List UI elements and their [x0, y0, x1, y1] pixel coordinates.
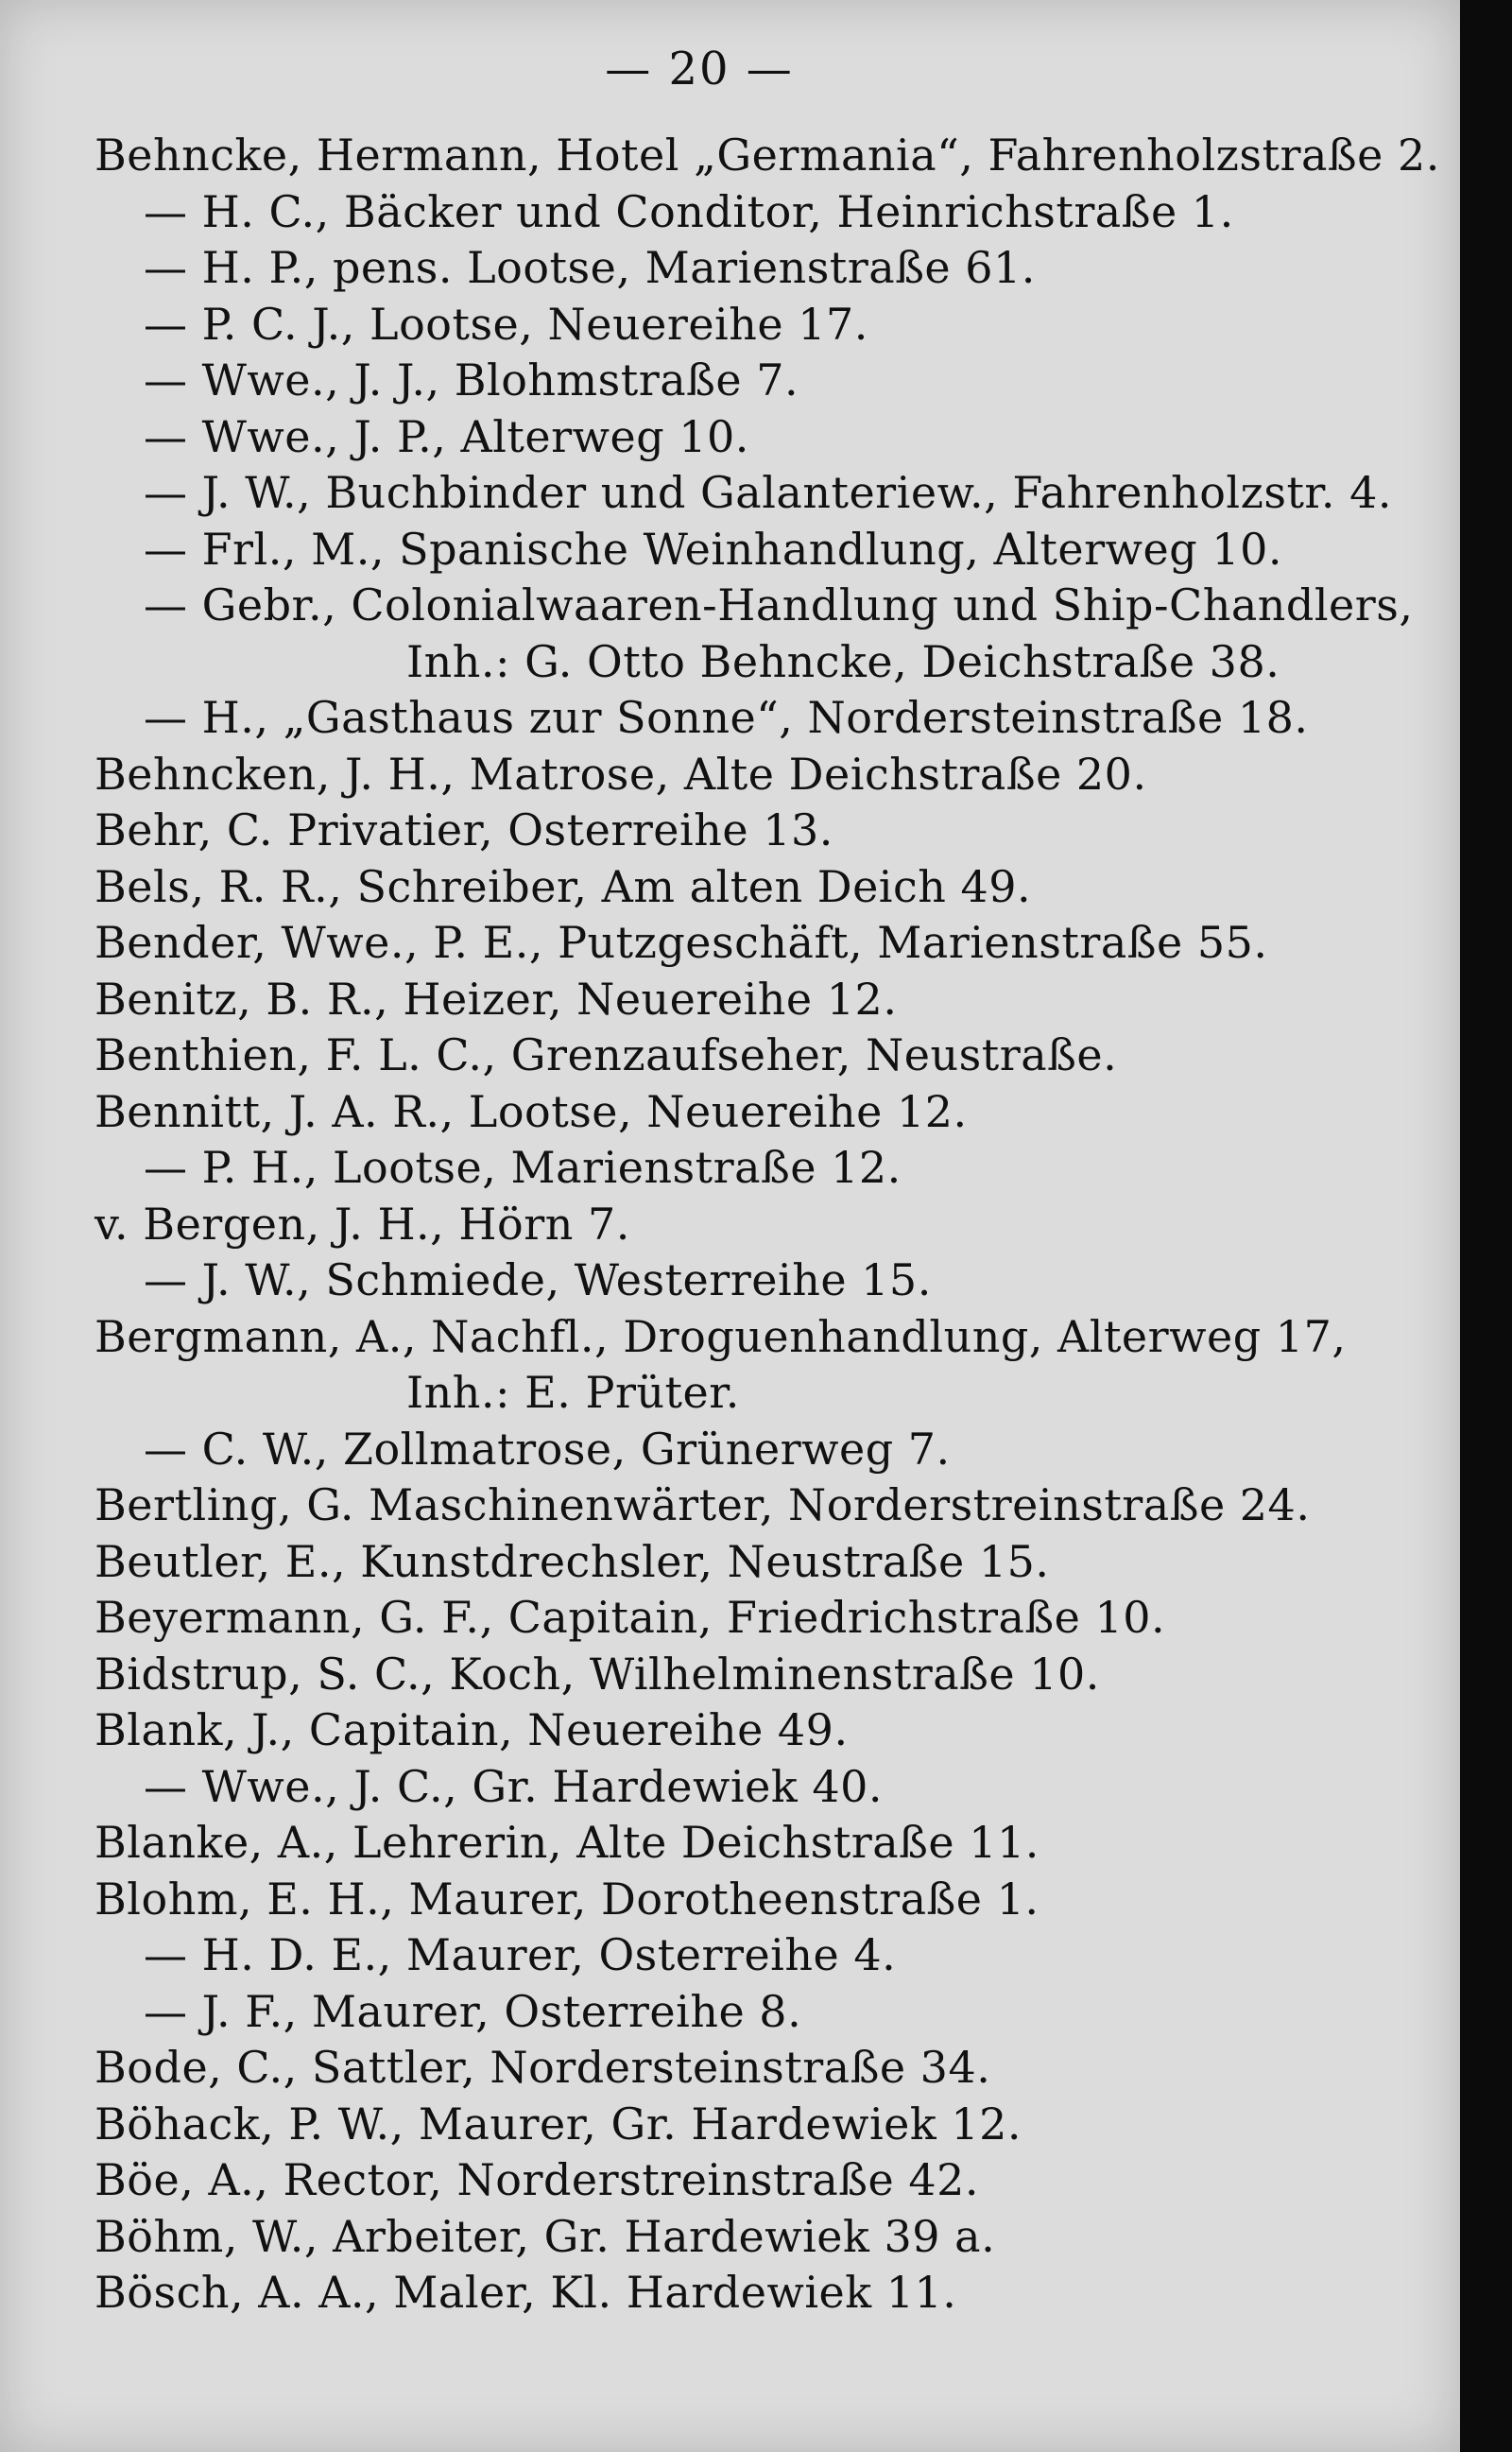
- directory-entry: Bergmann, A., Nachfl., Droguenhandlung, Alterweg 17,: [94, 1310, 1347, 1362]
- directory-entry-continuation: Inh.: E. Prüter.: [406, 1367, 740, 1418]
- directory-entry: Bender, Wwe., P. E., Putzgeschäft, Marienstraße 55.: [94, 917, 1268, 968]
- directory-entry: — J. W., Buchbinder und Galanteriew., Fahrenholzstr. 4.: [144, 467, 1393, 518]
- directory-entry: Bösch, A. A., Maler, Kl. Hardewiek 11.: [94, 2267, 957, 2318]
- directory-entry: — Frl., M., Spanische Weinhandlung, Alterweg 10.: [144, 523, 1282, 575]
- directory-entry: Bidstrup, S. C., Koch, Wilhelminenstraße 10.: [94, 1648, 1100, 1700]
- directory-entry: — H. P., pens. Lootse, Marienstraße 61.: [144, 242, 1036, 293]
- page-number: — 20 —: [605, 43, 794, 95]
- directory-entry: — Wwe., J. C., Gr. Hardewiek 40.: [144, 1760, 883, 1812]
- directory-entry: — P. C. J., Lootse, Neuereihe 17.: [144, 298, 868, 350]
- directory-entry: Böhm, W., Arbeiter, Gr. Hardewiek 39 a.: [94, 2210, 996, 2262]
- directory-entry: Böe, A., Rector, Norderstreinstraße 42.: [94, 2154, 979, 2205]
- directory-entry-continuation: Inh.: G. Otto Behncke, Deichstraße 38.: [406, 635, 1280, 687]
- directory-entry: — J. F., Maurer, Osterreihe 8.: [144, 1985, 802, 2037]
- directory-entry-list: [94, 128, 1440, 2322]
- directory-entry: Behr, C. Privatier, Osterreihe 13.: [94, 804, 833, 855]
- directory-entry: — Wwe., J. P., Alterweg 10.: [144, 410, 749, 462]
- directory-entry: Böhack, P. W., Maurer, Gr. Hardewiek 12.: [94, 2098, 1022, 2150]
- directory-entry: Behncken, J. H., Matrose, Alte Deichstraße 20.: [94, 748, 1147, 800]
- directory-entry: Blank, J., Capitain, Neuereihe 49.: [94, 1704, 849, 1755]
- directory-entry: v. Bergen, J. H., Hörn 7.: [94, 1198, 630, 1250]
- directory-entry: — H. D. E., Maurer, Osterreihe 4.: [144, 1929, 897, 1980]
- directory-entry: Beyermann, G. F., Capitain, Friedrichstraße 10.: [94, 1592, 1166, 1643]
- directory-entry: — Gebr., Colonialwaaren-Handlung und Ship-Chandlers,: [144, 579, 1414, 630]
- directory-entry: — H. C., Bäcker und Conditor, Heinrichstraße 1.: [144, 185, 1234, 237]
- directory-entry: Blohm, E. H., Maurer, Dorotheenstraße 1.: [94, 1873, 1040, 1925]
- directory-entry: Bertling, G. Maschinenwärter, Norderstreinstraße 24.: [94, 1479, 1311, 1530]
- directory-entry: Bennitt, J. A. R., Lootse, Neuereihe 12.: [94, 1085, 968, 1137]
- directory-entry: Behncke, Hermann, Hotel „Germania“, Fahrenholzstraße 2.: [94, 130, 1440, 181]
- scan-border: [1460, 0, 1512, 2452]
- directory-entry: — C. W., Zollmatrose, Grünerweg 7.: [144, 1423, 951, 1475]
- directory-entry: Benthien, F. L. C., Grenzaufseher, Neustraße.: [94, 1029, 1118, 1080]
- directory-entry: Blanke, A., Lehrerin, Alte Deichstraße 11.: [94, 1817, 1040, 1868]
- directory-entry: — J. W., Schmiede, Westerreihe 15.: [144, 1254, 932, 1305]
- directory-entry: Bels, R. R., Schreiber, Am alten Deich 49.: [94, 860, 1032, 912]
- directory-entry: Bode, C., Sattler, Nordersteinstraße 34.: [94, 2042, 991, 2093]
- directory-entry: — H., „Gasthaus zur Sonne“, Nordersteinstraße 18.: [144, 692, 1309, 743]
- directory-entry: Beutler, E., Kunstdrechsler, Neustraße 15.: [94, 1535, 1050, 1587]
- directory-entry: — Wwe., J. J., Blohmstraße 7.: [144, 354, 799, 406]
- directory-entry: — P. H., Lootse, Marienstraße 12.: [144, 1142, 902, 1193]
- directory-entry: Benitz, B. R., Heizer, Neuereihe 12.: [94, 973, 898, 1025]
